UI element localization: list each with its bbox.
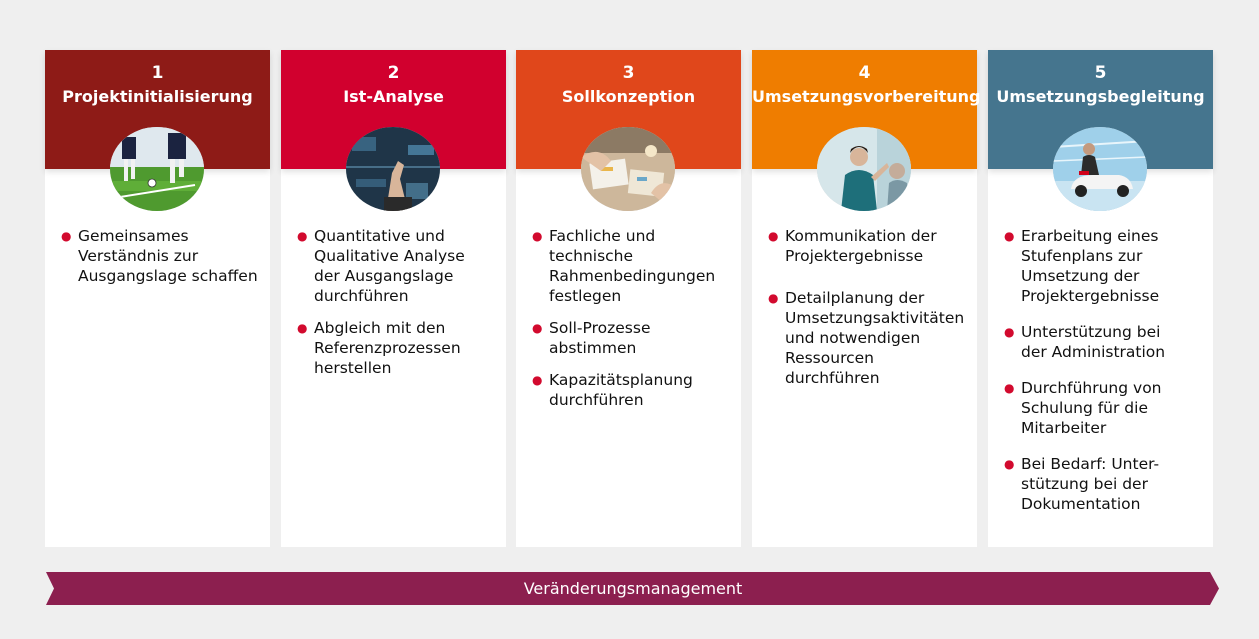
bullet-text: Quantitative und Qualitative Analyse der Ausgangslage durchführen [314,227,465,305]
bullet-dot-icon: ● [768,229,779,243]
bullet-dot-icon: ● [532,229,543,243]
hand-touch-screen-photo [346,127,440,211]
change-management-arrow [46,572,1220,606]
phase-number: 5 [1094,63,1107,83]
phase-card-2 [281,50,506,547]
bullet-list [281,226,506,390]
bullet-text: Abgleich mit den Referenzprozessen herstellen [314,319,461,377]
man-on-vehicle-photo [1053,127,1147,211]
bullet-dot-icon: ● [297,321,308,335]
bullet-dot-icon: ● [768,291,779,305]
bullet-dot-icon: ● [61,229,72,243]
bullet-text: Erarbeitung eines Stufenplans zur Umsetzung der Projektergebnisse [1021,227,1160,305]
woman-presenting-photo [817,127,911,211]
list-item [281,318,506,378]
list-item [752,288,977,388]
phase-card-3 [516,50,741,547]
phase-card-1 [45,50,270,547]
phase-title: Sollkonzeption [561,87,696,106]
bullet-list [988,226,1213,526]
phase-card-4 [752,50,981,547]
bullet-dot-icon: ● [1004,325,1015,339]
phase-card-5 [988,50,1213,547]
bullet-dot-icon: ● [1004,381,1015,395]
list-item [281,226,506,306]
list-item [516,370,741,410]
phase-title: Umsetzungsvorbereitung [752,87,981,106]
bullet-list [45,226,270,298]
list-item [516,318,741,358]
phase-title: Ist-Analyse [343,87,444,106]
bullet-text: Gemeinsames Verständnis zur Ausgangslage schaffen [78,227,258,285]
bullet-text: Durchführung von Schulung für die Mitarbeiter [1021,379,1162,437]
soccer-players-photo [110,127,204,211]
list-item [752,226,977,266]
bullet-list [752,226,977,400]
bullet-dot-icon: ● [1004,457,1015,471]
bullet-text: Bei Bedarf: Unter- stützung bei der Dokumentation [1021,455,1160,513]
bullet-dot-icon: ● [297,229,308,243]
bullet-text: Soll-Prozesse abstimmen [549,319,651,357]
phase-title: Umsetzungsbegleitung [996,87,1205,106]
bullet-dot-icon: ● [532,321,543,335]
bullet-dot-icon: ● [532,373,543,387]
list-item [988,378,1213,438]
list-item [45,226,270,286]
bullet-text: Fachliche und technische Rahmenbedingungen festlegen [549,227,716,305]
arrow-label: Veränderungsmanagement [523,579,743,598]
list-item [988,226,1213,306]
phase-number: 3 [622,63,635,83]
bullet-text: Kommunikation der Projektergebnisse [785,227,937,265]
phase-number: 4 [858,63,871,83]
bullet-list [516,226,741,422]
bullet-text: Unterstützung bei der Administration [1021,323,1166,361]
phase-title: Projektinitialisierung [62,87,253,106]
bullet-text: Detailplanung der Umsetzungsaktivitäten und notwendigen Ressourcen durchführen [785,289,965,387]
meeting-table-photo [581,127,675,211]
phase-number: 1 [151,63,164,83]
list-item [988,322,1213,362]
bullet-text: Kapazitätsplanung durchführen [549,371,693,409]
phase-number: 2 [387,63,400,83]
bullet-dot-icon: ● [1004,229,1015,243]
list-item [516,226,741,306]
list-item [988,454,1213,514]
